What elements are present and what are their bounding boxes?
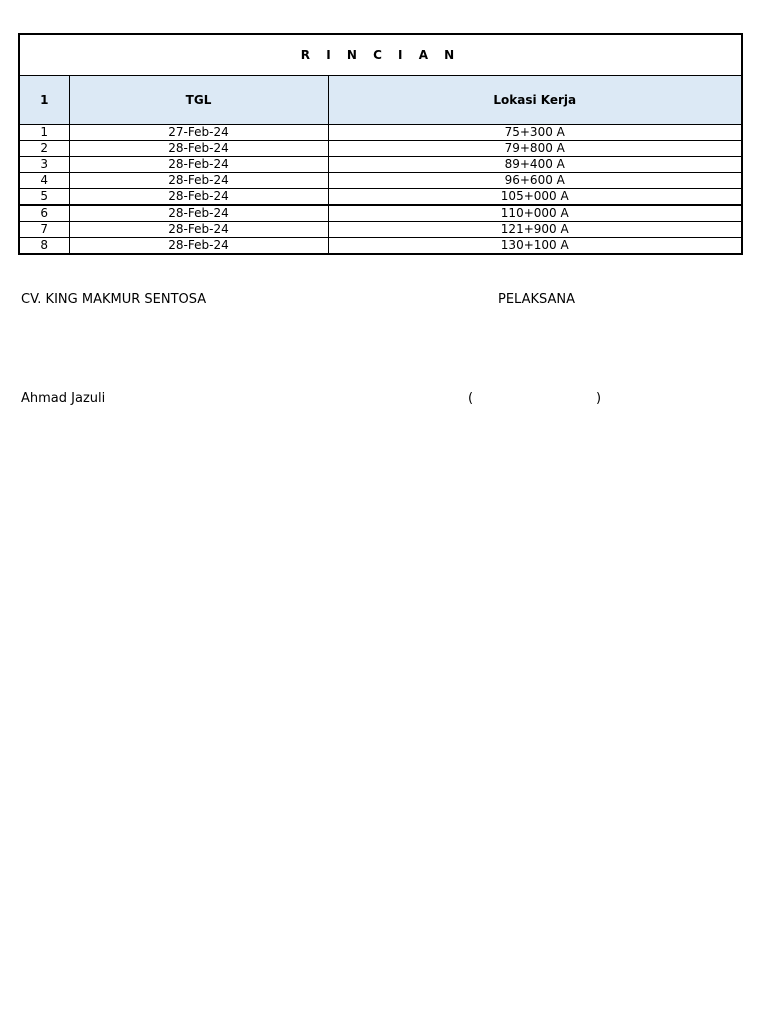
table-row: [19, 157, 742, 173]
cell-no: 2: [19, 141, 69, 157]
cell-no: 6: [19, 205, 69, 222]
cell-tgl: 28-Feb-24: [69, 222, 328, 238]
cell-tgl: 28-Feb-24: [69, 173, 328, 189]
cell-lokasi: 79+800 A: [328, 141, 742, 157]
cell-tgl: 28-Feb-24: [69, 205, 328, 222]
table-row: [19, 189, 742, 206]
cell-lokasi: 96+600 A: [328, 173, 742, 189]
signer-name: Ahmad Jazuli: [21, 391, 106, 406]
cell-lokasi: 89+400 A: [328, 157, 742, 173]
signature-paren-open: (: [468, 391, 474, 406]
company-name: CV. KING MAKMUR SENTOSA: [21, 292, 207, 307]
cell-lokasi: 121+900 A: [328, 222, 742, 238]
cell-lokasi: 110+000 A: [328, 205, 742, 222]
cell-no: 8: [19, 238, 69, 255]
header-lokasi-kerja: Lokasi Kerja: [328, 76, 742, 125]
cell-lokasi: 130+100 A: [328, 238, 742, 255]
rincian-sheet: [18, 33, 743, 255]
cell-no: 5: [19, 189, 69, 206]
header-no: 1: [19, 76, 69, 125]
table-title-row: [19, 34, 742, 76]
table-row: [19, 238, 742, 255]
cell-no: 7: [19, 222, 69, 238]
cell-tgl: 28-Feb-24: [69, 238, 328, 255]
cell-tgl: 28-Feb-24: [69, 157, 328, 173]
cell-lokasi: 105+000 A: [328, 189, 742, 206]
rincian-table: [18, 33, 743, 255]
role-label: PELAKSANA: [498, 292, 576, 307]
cell-tgl: 28-Feb-24: [69, 189, 328, 206]
cell-no: 4: [19, 173, 69, 189]
table-row: [19, 205, 742, 222]
table-row: [19, 173, 742, 189]
cell-tgl: 27-Feb-24: [69, 125, 328, 141]
table-row: [19, 222, 742, 238]
cell-lokasi: 75+300 A: [328, 125, 742, 141]
table-row: [19, 125, 742, 141]
cell-tgl: 28-Feb-24: [69, 141, 328, 157]
cell-no: 3: [19, 157, 69, 173]
table-header-row: [19, 76, 742, 125]
table-row: [19, 141, 742, 157]
cell-no: 1: [19, 125, 69, 141]
header-tgl: TGL: [69, 76, 328, 125]
table-title: R I N C I A N: [19, 34, 742, 76]
signature-paren-close: ): [596, 391, 602, 406]
